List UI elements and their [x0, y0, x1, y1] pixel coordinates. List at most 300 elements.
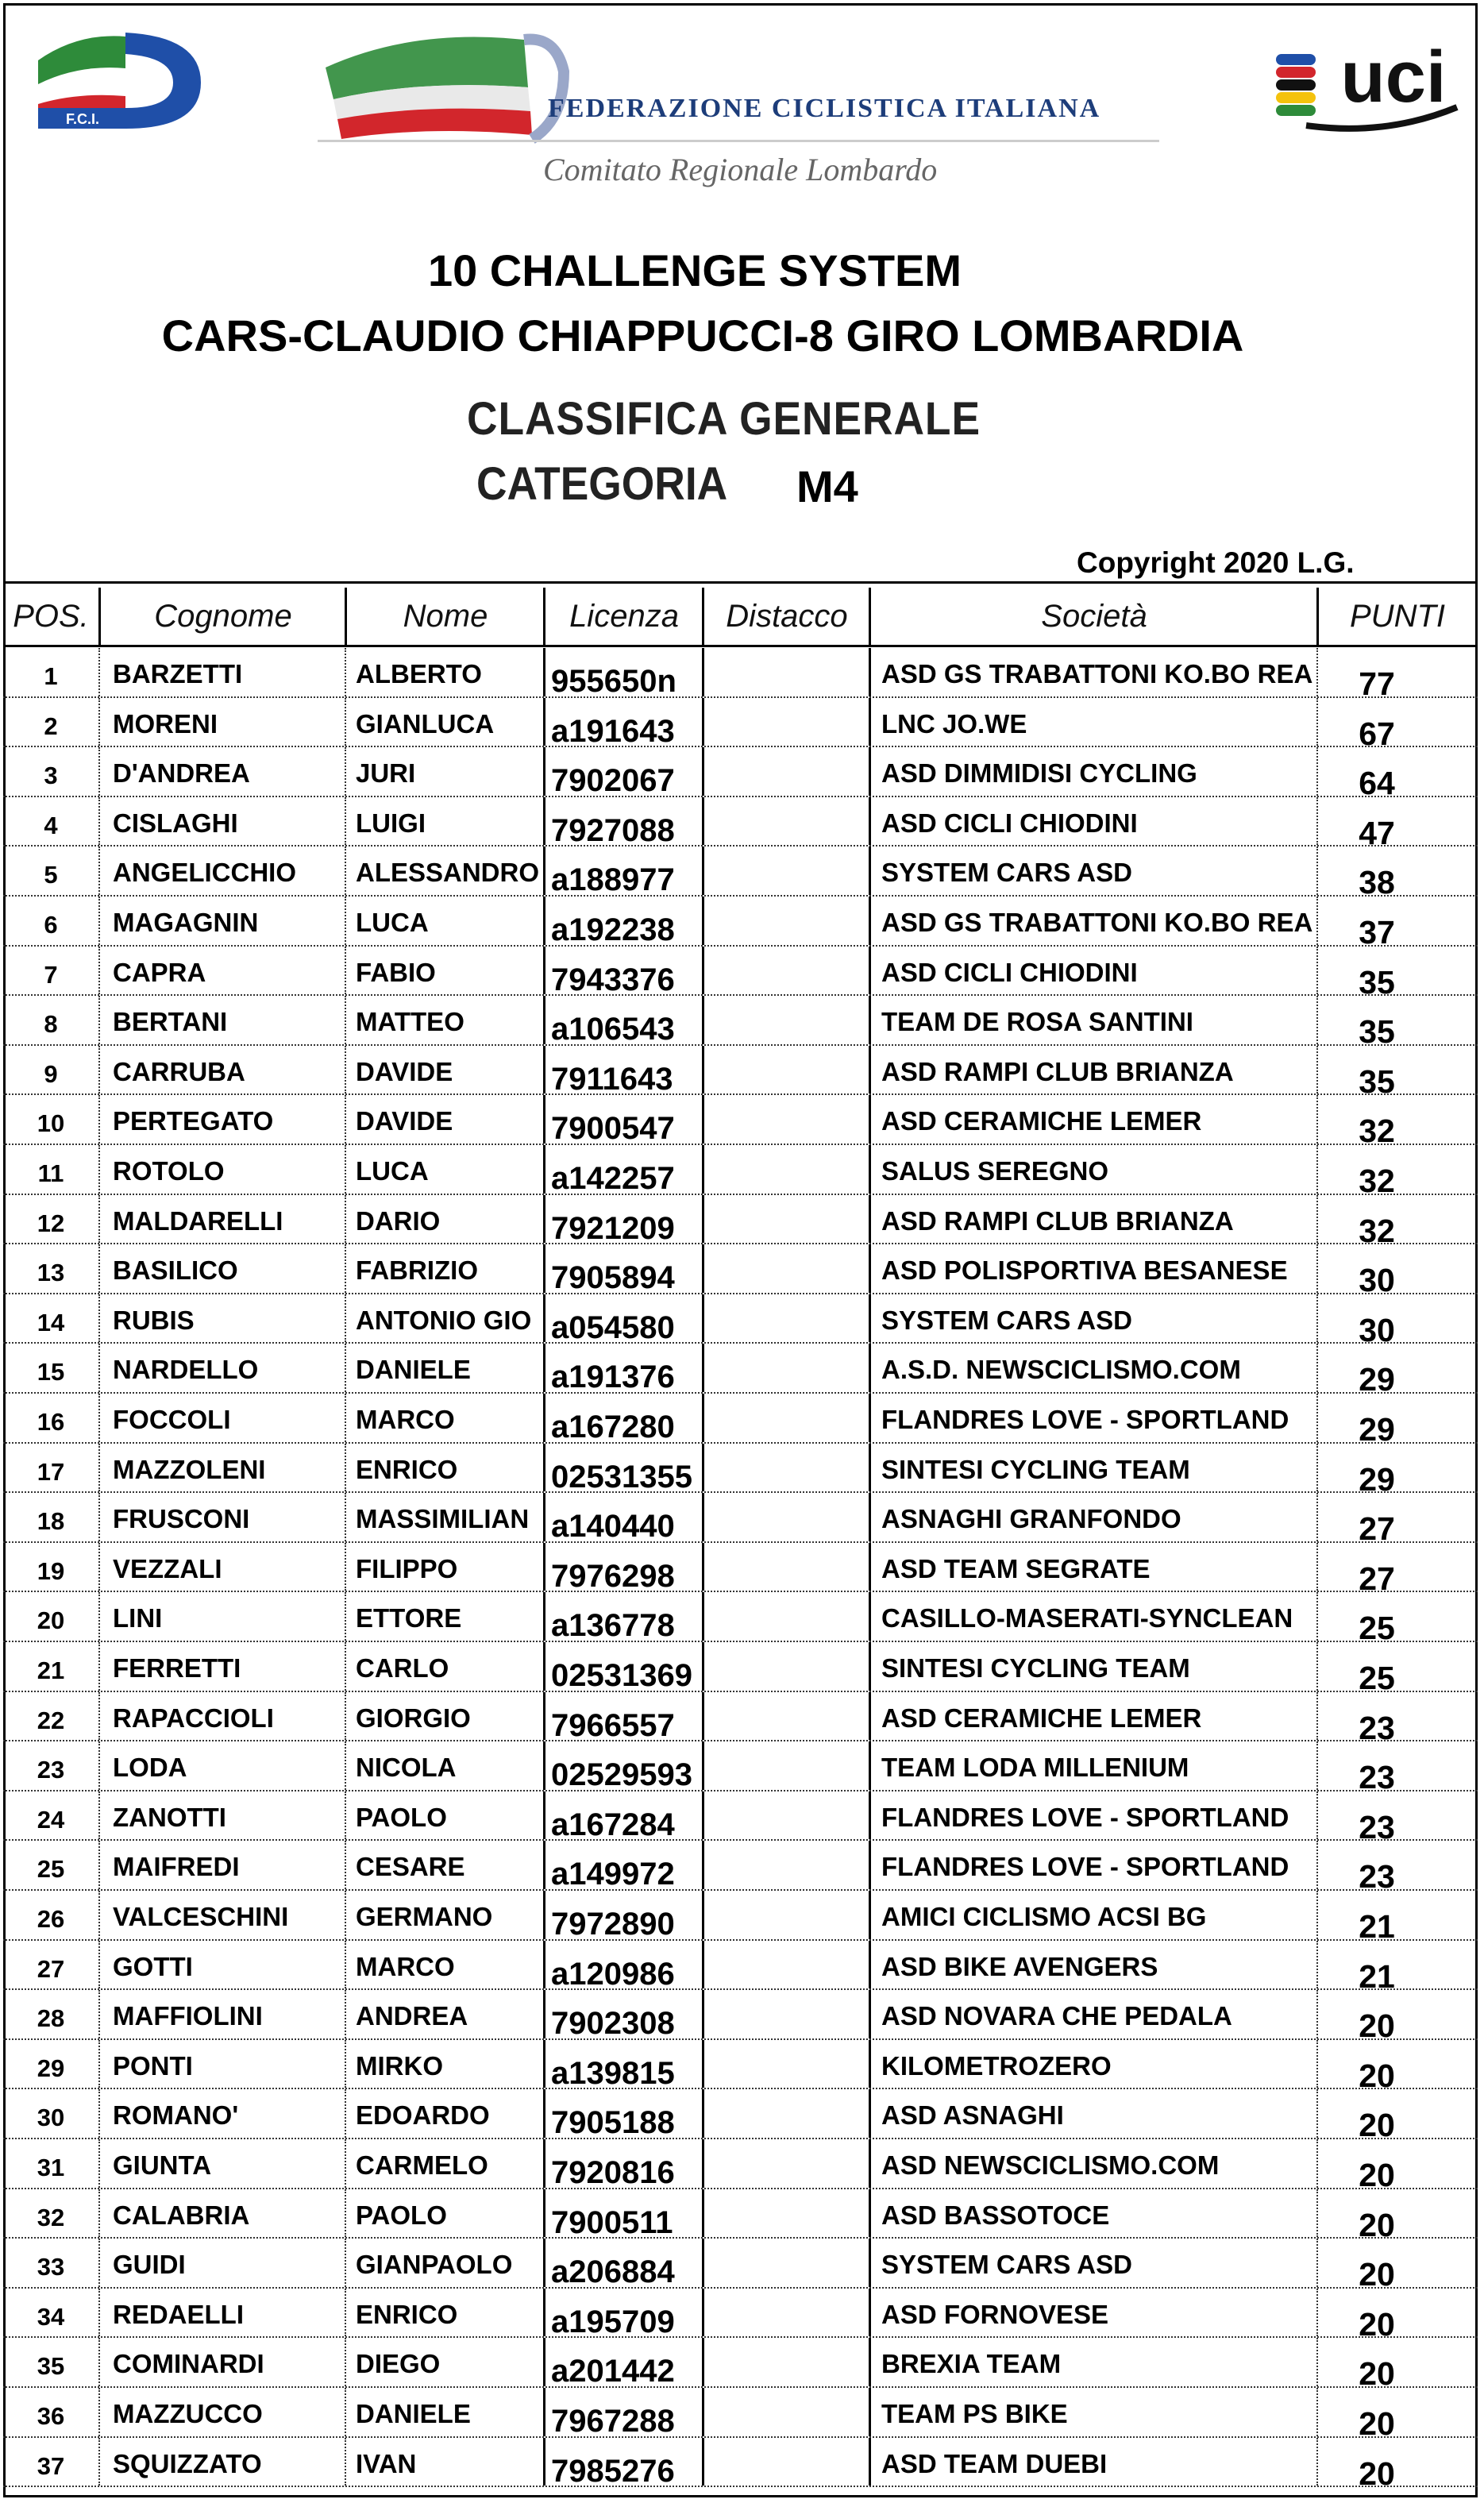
cell-soc: FLANDRES LOVE - SPORTLAND: [881, 1802, 1289, 1832]
column-header-distacco: Distacco: [726, 599, 848, 634]
cell-soc: ASD NOVARA CHE PEDALA: [881, 2001, 1232, 2031]
cell-lic: 7902308: [551, 2006, 675, 2042]
column-divider: [702, 1642, 704, 1691]
column-divider: [1316, 2189, 1318, 2238]
cell-pos: 28: [37, 2004, 65, 2033]
column-divider: [869, 2438, 871, 2486]
cell-soc: A.S.D. NEWSCICLISMO.COM: [881, 1355, 1241, 1385]
cell-nom: ANTONIO GIO: [356, 1305, 532, 1335]
column-divider: [345, 1990, 346, 2038]
cell-cog: CARRUBA: [113, 1056, 245, 1086]
cell-pun: 20: [1359, 2355, 1395, 2393]
cell-pun: 21: [1359, 1957, 1395, 1995]
cell-nom: DIEGO: [356, 2349, 441, 2379]
column-divider: [702, 2139, 704, 2188]
column-divider: [702, 698, 704, 746]
cell-lic: a054580: [551, 1309, 675, 1345]
column-divider: [1316, 2239, 1318, 2287]
cell-pun: 20: [1359, 2057, 1395, 2094]
column-divider: [543, 588, 545, 645]
column-divider: [345, 1294, 346, 1343]
column-divider: [98, 1493, 100, 1541]
cell-nom: ENRICO: [356, 2299, 458, 2329]
cell-cog: RAPACCIOLI: [113, 1703, 274, 1733]
column-divider: [98, 648, 100, 696]
cell-lic: a191643: [551, 713, 675, 749]
cell-pos: 23: [37, 1756, 65, 1784]
cell-pos: 26: [37, 1905, 65, 1933]
cell-pun: 29: [1359, 1411, 1395, 1448]
column-divider: [345, 1344, 346, 1392]
cell-nom: DARIO: [356, 1205, 441, 1236]
column-divider: [869, 2239, 871, 2287]
column-divider: [345, 1543, 346, 1591]
table-row: [3, 1642, 1478, 1696]
classification-title: CLASSIFICA GENERALE: [467, 393, 981, 445]
column-divider: [345, 996, 346, 1044]
column-divider: [543, 2438, 545, 2486]
cell-pos: 32: [37, 2203, 65, 2231]
cell-cog: GUIDI: [113, 2250, 186, 2280]
column-divider: [1316, 1294, 1318, 1343]
column-divider: [543, 1841, 545, 1889]
column-divider: [543, 1493, 545, 1541]
column-divider: [98, 1444, 100, 1492]
column-divider: [869, 897, 871, 945]
table-row: [3, 648, 1478, 702]
cell-soc: TEAM LODA MILLENIUM: [881, 1753, 1189, 1783]
column-divider: [543, 1642, 545, 1691]
uci-logo-text: uci: [1340, 37, 1447, 118]
column-divider: [1316, 1692, 1318, 1741]
column-divider: [98, 1244, 100, 1293]
cell-pun: 77: [1359, 665, 1395, 702]
column-divider: [345, 2289, 346, 2337]
column-divider: [1316, 2388, 1318, 2436]
column-divider: [345, 648, 346, 696]
column-divider: [702, 1195, 704, 1244]
column-divider: [345, 1642, 346, 1691]
column-divider: [98, 1841, 100, 1889]
cell-pos: 20: [37, 1606, 65, 1635]
cell-pos: 29: [37, 2054, 65, 2082]
cell-pos: 17: [37, 1457, 65, 1486]
cell-lic: 7943376: [551, 962, 675, 997]
cell-pos: 33: [37, 2253, 65, 2281]
column-divider: [98, 1543, 100, 1591]
column-divider: [869, 1841, 871, 1889]
column-divider: [345, 1394, 346, 1442]
cell-pun: 27: [1359, 1560, 1395, 1597]
column-divider: [543, 947, 545, 995]
cell-cog: ANGELICCHIO: [113, 858, 296, 888]
cell-soc: ASD TEAM DUEBI: [881, 2448, 1108, 2478]
column-divider: [702, 1493, 704, 1541]
federation-divider: [318, 140, 1159, 142]
cell-pun: 35: [1359, 1063, 1395, 1100]
cell-pos: 24: [37, 1805, 65, 1834]
category-label: CATEGORIA: [476, 458, 728, 510]
cell-pos: 13: [37, 1259, 65, 1287]
cell-lic: 7972890: [551, 1907, 675, 1942]
cell-soc: ASD DIMMIDISI CYCLING: [881, 758, 1197, 789]
cell-soc: SINTESI CYCLING TEAM: [881, 1454, 1190, 1484]
cell-cog: CALABRIA: [113, 2200, 250, 2230]
column-divider: [869, 1543, 871, 1591]
cell-pos: 27: [37, 1954, 65, 1983]
column-divider: [98, 1294, 100, 1343]
cell-soc: ASD RAMPI CLUB BRIANZA: [881, 1205, 1234, 1236]
cell-cog: MAZZOLENI: [113, 1454, 266, 1484]
table-row: [3, 2438, 1478, 2492]
column-divider: [543, 1294, 545, 1343]
column-divider: [702, 847, 704, 895]
column-divider: [98, 1095, 100, 1144]
column-divider: [869, 797, 871, 846]
copyright-notice: Copyright 2020 L.G.: [1077, 546, 1355, 579]
column-divider: [869, 1195, 871, 1244]
column-divider: [543, 1394, 545, 1442]
table-row: [3, 1741, 1478, 1796]
cell-pos: 22: [37, 1706, 65, 1734]
cell-pun: 30: [1359, 1262, 1395, 1299]
cell-nom: FABIO: [356, 957, 436, 987]
fci-logo-text: F.C.I.: [65, 111, 100, 127]
column-divider: [98, 1046, 100, 1094]
column-divider: [98, 2089, 100, 2138]
column-divider: [345, 1095, 346, 1144]
column-divider: [543, 797, 545, 846]
column-divider: [543, 847, 545, 895]
cell-pun: 23: [1359, 1759, 1395, 1796]
cell-pos: 1: [44, 662, 58, 690]
column-divider: [98, 2338, 100, 2386]
cell-nom: ENRICO: [356, 1454, 458, 1484]
cell-pun: 20: [1359, 2206, 1395, 2243]
column-divider: [1316, 1046, 1318, 1094]
uci-logo: [1274, 32, 1465, 135]
cell-lic: 7905188: [551, 2105, 675, 2141]
cell-pos: 5: [44, 861, 58, 889]
table-row: [3, 1692, 1478, 1746]
column-divider: [98, 2388, 100, 2436]
column-header-pos: POS.: [13, 599, 89, 634]
column-divider: [869, 1394, 871, 1442]
column-divider: [543, 2139, 545, 2188]
cell-nom: MATTEO: [356, 1007, 464, 1037]
cell-nom: MASSIMILIAN: [356, 1504, 530, 1534]
column-divider: [543, 1543, 545, 1591]
column-divider: [1316, 648, 1318, 696]
column-divider: [345, 1592, 346, 1641]
cell-cog: PERTEGATO: [113, 1106, 274, 1136]
cell-soc: ASD CERAMICHE LEMER: [881, 1703, 1202, 1733]
column-divider: [98, 1941, 100, 1989]
cell-pun: 25: [1359, 1610, 1395, 1647]
column-divider: [543, 897, 545, 945]
column-divider: [869, 2139, 871, 2188]
column-header-nome: Nome: [403, 599, 488, 634]
column-divider: [345, 1891, 346, 1939]
cell-nom: CARMELO: [356, 2150, 488, 2180]
cell-pos: 12: [37, 1209, 65, 1237]
column-divider: [543, 1791, 545, 1840]
cell-nom: ANDREA: [356, 2001, 468, 2031]
column-divider: [98, 996, 100, 1044]
table-header-bottom-rule: [3, 645, 1478, 647]
column-divider: [702, 1394, 704, 1442]
table-row: [3, 2189, 1478, 2243]
table-row: [3, 897, 1478, 951]
cell-lic: 02529593: [551, 1757, 692, 1793]
column-divider: [345, 2388, 346, 2436]
category-value: M4: [796, 461, 858, 511]
cell-lic: a140440: [551, 1509, 675, 1545]
cell-pos: 9: [44, 1059, 58, 1088]
column-divider: [345, 2239, 346, 2287]
column-divider: [869, 1741, 871, 1790]
cell-lic: a106543: [551, 1012, 675, 1047]
cell-pos: 10: [37, 1109, 65, 1138]
column-header-punti: PUNTI: [1350, 599, 1445, 634]
column-divider: [345, 1692, 346, 1741]
column-divider: [98, 2139, 100, 2188]
column-divider: [345, 1444, 346, 1492]
cell-lic: a206884: [551, 2254, 675, 2290]
column-divider: [1316, 1145, 1318, 1194]
column-divider: [98, 1990, 100, 2038]
column-divider: [345, 897, 346, 945]
column-divider: [1316, 1543, 1318, 1591]
column-divider: [1316, 947, 1318, 995]
table-row: [3, 2388, 1478, 2442]
column-divider: [345, 1046, 346, 1094]
cell-lic: 7911643: [551, 1061, 673, 1097]
cell-pos: 15: [37, 1358, 65, 1386]
column-divider: [98, 1344, 100, 1392]
column-divider: [869, 1095, 871, 1144]
column-divider: [869, 2040, 871, 2088]
table-row: [3, 1841, 1478, 1896]
cell-lic: a167280: [551, 1410, 675, 1444]
cell-nom: DANIELE: [356, 1355, 471, 1385]
column-divider: [345, 747, 346, 796]
cell-pun: 27: [1359, 1510, 1395, 1548]
column-divider: [1316, 747, 1318, 796]
table-row: [3, 2139, 1478, 2193]
cell-nom: DANIELE: [356, 2399, 471, 2428]
cell-cog: COMINARDI: [113, 2349, 264, 2379]
cell-lic: 7985276: [551, 2453, 675, 2489]
cell-pun: 64: [1359, 765, 1395, 802]
cell-cog: RUBIS: [113, 1305, 195, 1335]
column-divider: [702, 1145, 704, 1194]
column-divider: [869, 648, 871, 696]
column-divider: [345, 1841, 346, 1889]
cell-pos: 11: [37, 1159, 64, 1187]
cell-nom: IVAN: [356, 2448, 417, 2478]
cell-cog: SQUIZZATO: [113, 2448, 262, 2478]
cell-nom: JURI: [356, 758, 416, 789]
cell-nom: DAVIDE: [356, 1106, 453, 1136]
cell-nom: LUCA: [356, 908, 429, 937]
cell-lic: 7921209: [551, 1210, 675, 1246]
column-divider: [869, 1145, 871, 1194]
cell-lic: a195709: [551, 2304, 675, 2339]
column-header-societa: Società: [1041, 599, 1147, 634]
column-divider: [869, 1891, 871, 1939]
cell-nom: LUIGI: [356, 808, 426, 838]
cell-soc: SYSTEM CARS ASD: [881, 1305, 1132, 1335]
column-divider: [345, 2438, 346, 2486]
column-divider: [702, 1990, 704, 2038]
cell-lic: 02531369: [551, 1658, 692, 1693]
cell-nom: DAVIDE: [356, 1056, 453, 1086]
column-divider: [869, 1294, 871, 1343]
column-divider: [543, 1195, 545, 1244]
column-divider: [1316, 1990, 1318, 2038]
cell-nom: FILIPPO: [356, 1553, 458, 1583]
column-divider: [98, 2289, 100, 2337]
column-divider: [345, 1145, 346, 1194]
cell-pos: 31: [37, 2154, 65, 2181]
column-divider: [543, 1990, 545, 2038]
table-row: [3, 2239, 1478, 2293]
column-divider: [702, 2040, 704, 2088]
cell-cog: CAPRA: [113, 957, 206, 987]
column-divider: [1316, 1841, 1318, 1889]
column-divider: [702, 2338, 704, 2386]
column-divider: [543, 1444, 545, 1492]
table-row: [3, 1095, 1478, 1150]
cell-cog: BARZETTI: [113, 659, 243, 688]
column-divider: [702, 996, 704, 1044]
column-divider: [702, 1244, 704, 1293]
column-divider: [702, 1543, 704, 1591]
cell-nom: ALBERTO: [356, 659, 482, 688]
column-divider: [543, 2040, 545, 2088]
column-divider: [869, 1642, 871, 1691]
cell-nom: CESARE: [356, 1852, 465, 1882]
cell-nom: MIRKO: [356, 2050, 443, 2081]
table-row: [3, 1046, 1478, 1100]
cell-lic: 7900547: [551, 1111, 675, 1147]
cell-pun: 30: [1359, 1311, 1395, 1348]
column-divider: [345, 698, 346, 746]
cell-pos: 21: [37, 1656, 65, 1684]
cell-cog: BASILICO: [113, 1255, 238, 1286]
cell-soc: ASD BIKE AVENGERS: [881, 1951, 1158, 1981]
cell-pun: 47: [1359, 814, 1395, 851]
cell-cog: VEZZALI: [113, 1553, 222, 1583]
cell-pun: 32: [1359, 1113, 1395, 1150]
table-row: [3, 1493, 1478, 1548]
cell-pun: 23: [1359, 1808, 1395, 1845]
cell-pos: 14: [37, 1308, 65, 1336]
table-row: [3, 1145, 1478, 1199]
cell-cog: MAZZUCCO: [113, 2399, 263, 2428]
column-divider: [1316, 1592, 1318, 1641]
table-row: [3, 797, 1478, 851]
cell-lic: 7966557: [551, 1707, 675, 1743]
column-divider: [345, 1244, 346, 1293]
column-divider: [543, 996, 545, 1044]
cell-soc: SINTESI CYCLING TEAM: [881, 1653, 1190, 1683]
column-divider: [1316, 588, 1319, 645]
column-divider: [98, 588, 101, 645]
table-row: [3, 996, 1478, 1051]
column-divider: [543, 2239, 545, 2287]
cell-lic: a136778: [551, 1608, 675, 1644]
column-divider: [869, 747, 871, 796]
column-divider: [869, 1941, 871, 1989]
column-divider: [345, 1741, 346, 1790]
cell-pun: 23: [1359, 1709, 1395, 1746]
column-divider: [869, 588, 871, 645]
cell-lic: a191376: [551, 1359, 675, 1395]
column-divider: [869, 2189, 871, 2238]
column-divider: [702, 1294, 704, 1343]
column-divider: [98, 747, 100, 796]
cell-soc: ASD NEWSCICLISMO.COM: [881, 2150, 1220, 2180]
cell-pos: 30: [37, 2104, 65, 2132]
table-row: [3, 947, 1478, 1001]
column-divider: [869, 2338, 871, 2386]
federation-name: FEDERAZIONE CICLISTICA ITALIANA: [548, 94, 1101, 123]
cell-soc: ASD POLISPORTIVA BESANESE: [881, 1255, 1288, 1286]
event-title-line-1: 10 CHALLENGE SYSTEM: [427, 245, 962, 295]
column-divider: [702, 588, 704, 645]
column-divider: [1316, 1394, 1318, 1442]
cell-soc: ASD ASNAGHI: [881, 2100, 1064, 2131]
cell-lic: 7900511: [551, 2204, 673, 2240]
column-divider: [702, 2189, 704, 2238]
cell-nom: ETTORE: [356, 1603, 462, 1633]
table-row: [3, 2289, 1478, 2343]
cell-pos: 16: [37, 1408, 65, 1436]
column-divider: [98, 2239, 100, 2287]
column-divider: [1316, 1493, 1318, 1541]
cell-nom: ALESSANDRO: [356, 858, 540, 888]
cell-cog: FERRETTI: [113, 1653, 241, 1683]
cell-cog: GOTTI: [113, 1951, 193, 1981]
column-divider: [702, 1841, 704, 1889]
column-divider: [345, 1941, 346, 1989]
event-title-line-2: CARS-CLAUDIO CHIAPPUCCI-8 GIRO LOMBARDIA: [161, 310, 1244, 361]
column-divider: [543, 1741, 545, 1790]
column-divider: [702, 1095, 704, 1144]
cell-pos: 34: [37, 2302, 65, 2331]
cell-pun: 37: [1359, 914, 1395, 951]
column-divider: [543, 1344, 545, 1392]
cell-nom: MARCO: [356, 1951, 455, 1981]
cell-soc: AMICI CICLISMO ACSI BG: [881, 1902, 1207, 1931]
cell-pun: 29: [1359, 1460, 1395, 1498]
table-row: [3, 1195, 1478, 1249]
cell-lic: 7902067: [551, 763, 675, 799]
table-row: [3, 1791, 1478, 1845]
column-divider: [1316, 1195, 1318, 1244]
cell-soc: KILOMETROZERO: [881, 2050, 1112, 2081]
cell-pos: 25: [37, 1855, 65, 1884]
table-row: [3, 1394, 1478, 1448]
column-divider: [702, 1791, 704, 1840]
cell-cog: MAIFREDI: [113, 1852, 240, 1882]
column-divider: [1316, 2289, 1318, 2337]
column-divider: [1316, 1941, 1318, 1989]
cell-cog: LODA: [113, 1753, 187, 1783]
column-divider: [702, 648, 704, 696]
